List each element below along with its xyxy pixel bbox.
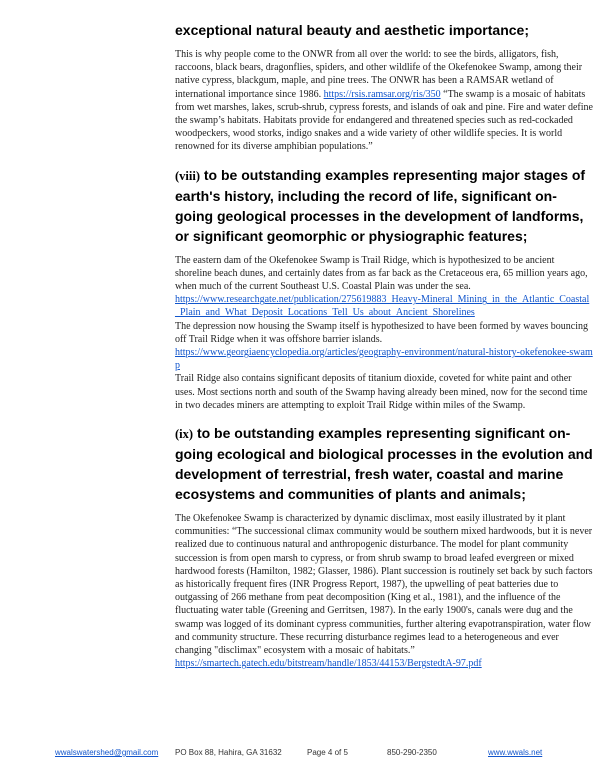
page-body bbox=[175, 20, 593, 671]
researchgate-link[interactable]: https://www.researchgate.net/publication/275619883_Heavy-Mineral_Mining_in_the_Atlantic_Coastal_Plain_and_What_Deposit_Locations_Tell_Us_about_Ancient_Shorelines bbox=[175, 294, 590, 319]
section-heading-viii-text: to be outstanding examples representing major stages of earth's history, including the record of life, significant on-going geological processes in the development of landforms, or significant geomorphic or physiographic features; bbox=[175, 166, 586, 244]
paragraph-depression: The depression now housing the Swamp itself is hypothesized to have been formed by waves bouncing off Trail Ridge when it was offshore barrier islands. bbox=[175, 320, 588, 345]
section-number-viii: (viii) bbox=[175, 168, 200, 183]
paragraph-onwr-text-1: This is why people come to the ONWR from all over the world: to see the birds, alligators, fish, raccoons, black bears, dragonflies, spiders, and other wildlife of the Okefenokee Swamp, among their native cypress, blackgum, maple, and pine trees. The ONWR has been a RAMSAR wetland of international importance since 1986. bbox=[175, 49, 583, 100]
section-heading-vii: exceptional natural beauty and aesthetic importance; bbox=[175, 22, 529, 38]
paragraph-onwr bbox=[175, 48, 593, 154]
georgia-encyclopedia-link[interactable]: https://www.georgiaencyclopedia.org/articles/geography-environment/natural-history-okefenokee-swamp bbox=[175, 347, 593, 372]
section-heading-ix bbox=[175, 423, 593, 504]
paragraph-titanium: Trail Ridge also contains significant deposits of titanium dioxide, coveted for white paint and other uses. Most sections north and south of the Swamp having already been mined, now for the second time in two decades miners are attempting to exploit Trail Ridge within miles of the Swamp. bbox=[175, 373, 588, 411]
paragraph-onwr-text-2: “The swamp is a mosaic of habitats from wet marshes, lakes, scrub-shrub, cypress forests, and islands of oak and pine. Fire and water define the swamp’s habitats. Habitats provide for endangered and threatened species such as red-cockaded woodpeckers, wood storks, indigo snakes and a wide variety of other wildlife species. It is world renowned for its diverse amphibian populations.” bbox=[175, 88, 593, 153]
smartech-link[interactable]: https://smartech.gatech.edu/bitstream/handle/1853/44153/BergstedtA-97.pdf bbox=[175, 658, 482, 670]
section-number-ix: (ix) bbox=[175, 427, 194, 442]
footer-website-link[interactable]: www.wwals.net bbox=[488, 748, 543, 757]
page-footer bbox=[55, 748, 555, 762]
footer-address: PO Box 88, Hahira, GA 31632 bbox=[175, 748, 282, 757]
paragraph-trail-ridge: The eastern dam of the Okefenokee Swamp is Trail Ridge, which is hypothesized to be ancient shoreline beach dunes, and certainly dates from as far back as the Cretaceous era, 65 million years ago, when much of the current Southeast U.S. Coastal Plain was under the sea. bbox=[175, 254, 588, 293]
footer-email-link[interactable]: wwalswatershed@gmail.com bbox=[55, 748, 159, 757]
section-heading-ix-text: to be outstanding examples representing significant on-going ecological and biological processes in the evolution and development of terrestrial, fresh water, coastal and marine ecosystems and communities of plants and animals; bbox=[175, 425, 593, 503]
footer-phone: 850-290-2350 bbox=[387, 748, 437, 757]
paragraph-disclimax: The Okefenokee Swamp is characterized by dynamic disclimax, most easily illustrated by it plant communities: “The successional climax community would be southern mixed hardwoods, but it is never realized due to continuous natural and anthropogenic disturbance. The model for plant community succession is from open marsh to cypress, or from shrub swamp to broad leafed evergreen or mixed hardwood forests (Hamilton, 1982; Glasser, 1986). Plant succession is routinely set back by such factors as historically frequent fires (INR Progress Report, 1987), the upwelling of peat batteries due to outgassing of 266 methane from peat decomposition (King et al., 1981), and the influence of the fluctuating water table (Greening and Gerritsen, 1987). In the early 1900's, canals were dug and the swamp was logged of its dominant cypress communities, further altering evapotranspiration, water flow and community structure. These recurring disturbance regimes lead to a heterogeneous and ever changing "disclimax" ecosystem with a mosaic of habitats.” bbox=[175, 513, 593, 657]
section-heading-viii bbox=[175, 165, 593, 246]
ramsar-link[interactable]: https://rsis.ramsar.org/ris/350 bbox=[323, 88, 441, 100]
footer-page-number: Page 4 of 5 bbox=[307, 748, 348, 757]
